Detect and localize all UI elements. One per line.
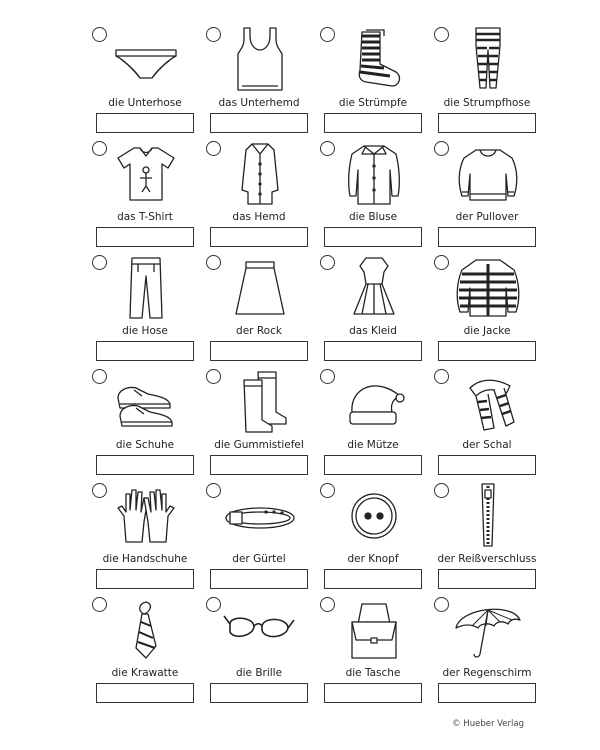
vocab-word: das Kleid bbox=[349, 325, 397, 337]
underpants-icon bbox=[108, 26, 184, 92]
answer-box[interactable] bbox=[438, 455, 536, 475]
vocab-card-undershirt bbox=[204, 24, 318, 138]
copyright-notice: © Hueber Verlag bbox=[452, 719, 524, 729]
undershirt-icon bbox=[222, 26, 298, 92]
vocab-word: der Reißverschluss bbox=[437, 553, 537, 565]
vocab-card-tie bbox=[90, 594, 204, 708]
blouse-icon bbox=[336, 140, 412, 206]
vocab-word: der Schal bbox=[462, 439, 512, 451]
vocab-card-umbrella bbox=[432, 594, 546, 708]
vocab-word: das T-Shirt bbox=[117, 211, 173, 223]
select-radio[interactable] bbox=[92, 483, 107, 498]
answer-box[interactable] bbox=[438, 683, 536, 703]
answer-box[interactable] bbox=[324, 227, 422, 247]
vocab-word: die Tasche bbox=[345, 667, 401, 679]
scarf-icon bbox=[450, 368, 526, 434]
button-icon bbox=[336, 482, 412, 548]
answer-box[interactable] bbox=[438, 113, 536, 133]
cap-icon bbox=[336, 368, 412, 434]
vocab-word: die Handschuhe bbox=[102, 553, 188, 565]
answer-box[interactable] bbox=[438, 569, 536, 589]
vocab-card-zipper bbox=[432, 480, 546, 594]
select-radio[interactable] bbox=[434, 597, 449, 612]
vocab-card-trousers bbox=[90, 252, 204, 366]
bag-icon bbox=[336, 596, 412, 662]
vocab-card-dress bbox=[318, 252, 432, 366]
jacket-icon bbox=[450, 254, 526, 320]
umbrella-icon bbox=[450, 596, 526, 662]
select-radio[interactable] bbox=[206, 369, 221, 384]
answer-box[interactable] bbox=[438, 227, 536, 247]
vocab-word: die Bluse bbox=[348, 211, 398, 223]
vocab-card-glasses bbox=[204, 594, 318, 708]
select-radio[interactable] bbox=[320, 141, 335, 156]
vocab-card-button bbox=[318, 480, 432, 594]
vocab-word: die Unterhose bbox=[108, 97, 182, 109]
answer-box[interactable] bbox=[324, 569, 422, 589]
select-radio[interactable] bbox=[320, 369, 335, 384]
answer-box[interactable] bbox=[96, 683, 194, 703]
vocab-card-belt bbox=[204, 480, 318, 594]
vocab-word: die Jacke bbox=[463, 325, 511, 337]
select-radio[interactable] bbox=[92, 255, 107, 270]
answer-box[interactable] bbox=[438, 341, 536, 361]
vocab-word: der Rock bbox=[236, 325, 282, 337]
vocab-card-shirt bbox=[204, 138, 318, 252]
vocab-word: die Mütze bbox=[347, 439, 399, 451]
vocab-card-sweater bbox=[432, 138, 546, 252]
sweater-icon bbox=[450, 140, 526, 206]
answer-box[interactable] bbox=[96, 569, 194, 589]
zipper-icon bbox=[450, 482, 526, 548]
vocab-card-skirt bbox=[204, 252, 318, 366]
select-radio[interactable] bbox=[320, 27, 335, 42]
shoes-icon bbox=[108, 368, 184, 434]
shirt-icon bbox=[222, 140, 298, 206]
answer-box[interactable] bbox=[210, 227, 308, 247]
vocab-card-tshirt bbox=[90, 138, 204, 252]
tie-icon bbox=[108, 596, 184, 662]
vocab-word: der Pullover bbox=[455, 211, 519, 223]
vocab-card-shoes bbox=[90, 366, 204, 480]
answer-box[interactable] bbox=[324, 341, 422, 361]
answer-box[interactable] bbox=[96, 455, 194, 475]
select-radio[interactable] bbox=[206, 255, 221, 270]
select-radio[interactable] bbox=[206, 27, 221, 42]
select-radio[interactable] bbox=[92, 27, 107, 42]
vocab-card-scarf bbox=[432, 366, 546, 480]
vocab-word: die Brille bbox=[235, 667, 283, 679]
select-radio[interactable] bbox=[434, 369, 449, 384]
dress-icon bbox=[336, 254, 412, 320]
answer-box[interactable] bbox=[210, 455, 308, 475]
select-radio[interactable] bbox=[206, 483, 221, 498]
glasses-icon bbox=[222, 596, 298, 662]
vocab-card-tights bbox=[432, 24, 546, 138]
answer-box[interactable] bbox=[96, 227, 194, 247]
answer-box[interactable] bbox=[324, 455, 422, 475]
select-radio[interactable] bbox=[206, 597, 221, 612]
answer-box[interactable] bbox=[210, 113, 308, 133]
tshirt-icon bbox=[108, 140, 184, 206]
vocab-word: der Gürtel bbox=[232, 553, 286, 565]
vocab-word: die Strumpfhose bbox=[443, 97, 531, 109]
vocab-word: die Strümpfe bbox=[338, 97, 408, 109]
tights-icon bbox=[450, 26, 526, 92]
select-radio[interactable] bbox=[92, 369, 107, 384]
vocab-card-bag bbox=[318, 594, 432, 708]
vocab-card-cap bbox=[318, 366, 432, 480]
select-radio[interactable] bbox=[320, 255, 335, 270]
vocab-card-rubber-boots bbox=[204, 366, 318, 480]
answer-box[interactable] bbox=[210, 683, 308, 703]
vocab-word: die Schuhe bbox=[115, 439, 175, 451]
socks-icon bbox=[336, 26, 412, 92]
belt-icon bbox=[222, 482, 298, 548]
select-radio[interactable] bbox=[434, 141, 449, 156]
vocab-word: die Krawatte bbox=[111, 667, 179, 679]
vocab-word: das Unterhemd bbox=[218, 97, 300, 109]
answer-box[interactable] bbox=[96, 341, 194, 361]
select-radio[interactable] bbox=[320, 597, 335, 612]
vocab-word: die Hose bbox=[122, 325, 168, 337]
trousers-icon bbox=[108, 254, 184, 320]
select-radio[interactable] bbox=[92, 141, 107, 156]
vocab-word: der Knopf bbox=[347, 553, 399, 565]
vocab-card-jacket bbox=[432, 252, 546, 366]
answer-box[interactable] bbox=[210, 341, 308, 361]
vocab-word: die Gummistiefel bbox=[214, 439, 304, 451]
skirt-icon bbox=[222, 254, 298, 320]
vocabulary-grid bbox=[90, 24, 546, 708]
gloves-icon bbox=[108, 482, 184, 548]
select-radio[interactable] bbox=[434, 255, 449, 270]
select-radio[interactable] bbox=[434, 483, 449, 498]
vocab-card-blouse bbox=[318, 138, 432, 252]
select-radio[interactable] bbox=[92, 597, 107, 612]
vocab-word: der Regenschirm bbox=[442, 667, 532, 679]
vocab-card-gloves bbox=[90, 480, 204, 594]
answer-box[interactable] bbox=[324, 683, 422, 703]
vocab-word: das Hemd bbox=[232, 211, 286, 223]
select-radio[interactable] bbox=[434, 27, 449, 42]
select-radio[interactable] bbox=[320, 483, 335, 498]
select-radio[interactable] bbox=[206, 141, 221, 156]
vocab-card-underpants bbox=[90, 24, 204, 138]
answer-box[interactable] bbox=[324, 113, 422, 133]
rubber-boots-icon bbox=[222, 368, 298, 434]
vocab-card-socks bbox=[318, 24, 432, 138]
answer-box[interactable] bbox=[96, 113, 194, 133]
answer-box[interactable] bbox=[210, 569, 308, 589]
